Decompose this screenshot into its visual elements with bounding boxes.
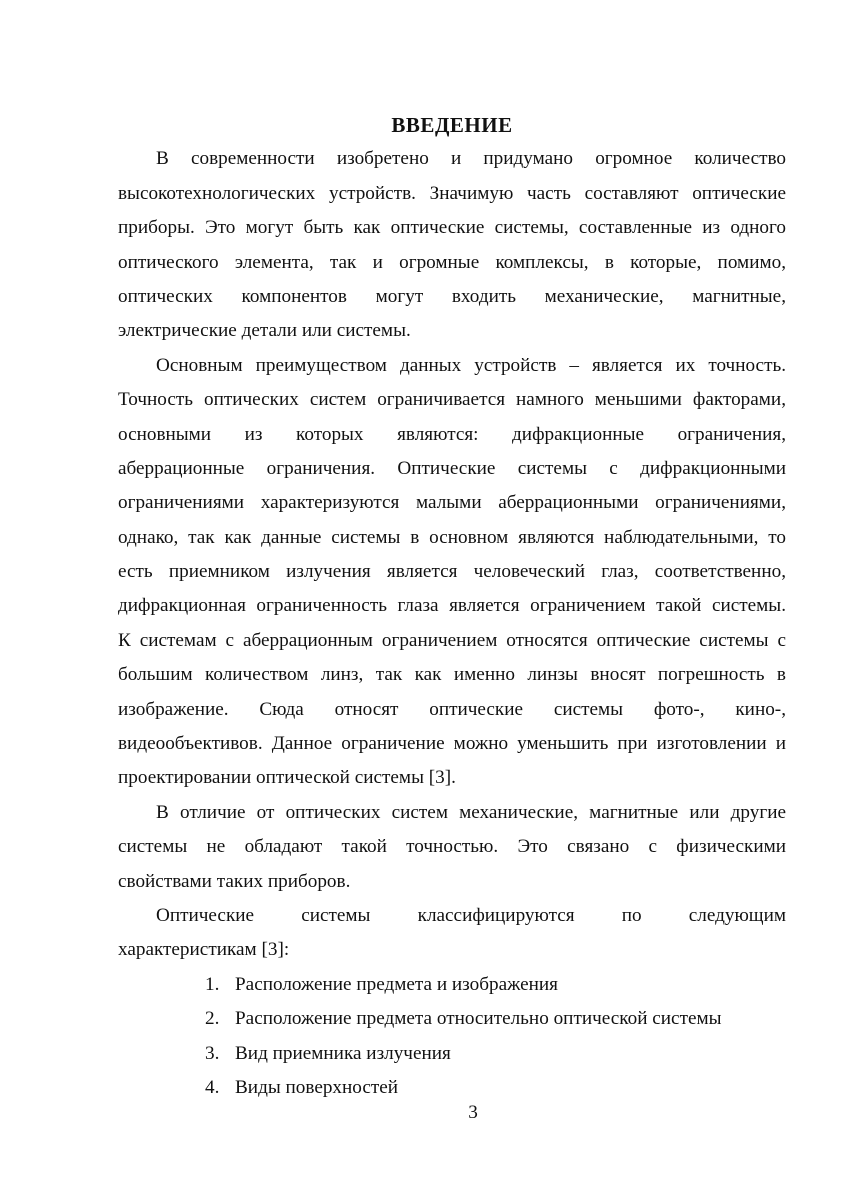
list-item-number: 4. [205,1076,220,1098]
text-line: большим количеством линз, так как именно линзы вносят погрешность в [118,664,786,686]
list-item-text: Расположение предмета относительно оптической системы [235,1008,722,1030]
paragraph [118,796,786,899]
section-title: ВВЕДЕНИЕ [391,113,513,137]
document-body [118,108,786,1105]
text-line: высокотехнологических устройств. Значимую часть составляют оптические [118,182,786,204]
list-item [118,1002,786,1036]
page-number: 3 [468,1102,478,1123]
list-item-text: Вид приемника излучения [235,1042,451,1064]
list-item-number: 3. [205,1042,220,1064]
text-line: основными из которых являются: дифракционные ограничения, [118,423,786,445]
paragraph [118,899,786,968]
text-line: ограничениями характеризуются малыми аберрационными ограничениями, [118,492,786,514]
text-line: дифракционная ограниченность глаза является ограничением такой системы. [118,595,786,617]
text-line: Основным преимуществом данных устройств – является их точность. [156,354,786,376]
classification-list [118,968,786,1106]
text-line: изображение. Сюда относят оптические системы фото-, кино-, [118,698,786,720]
list-item-number: 1. [205,973,220,995]
text-line: есть приемником излучения является человеческий глаз, соответственно, [118,561,786,583]
text-line: системы не обладают такой точностью. Это связано с физическими [118,836,786,858]
text-line: Оптические системы классифицируются по следующим [156,905,786,926]
text-line: однако, так как данные системы в основном являются наблюдательными, то [118,526,786,548]
text-line: оптического элемента, так и огромные комплексы, в которые, помимо, [118,251,786,273]
text-line: электрические детали или системы. [118,320,411,342]
text-line: В отличие от оптических систем механические, магнитные или другие [156,801,786,823]
text-line: характеристикам [3]: [118,939,290,961]
list-item-text: Виды поверхностей [235,1076,399,1098]
text-line: проектировании оптической системы [3]. [118,767,456,789]
text-line: В современности изобретено и придумано огромное количество [156,148,786,170]
text-line: К системам с аберрационным ограничением относятся оптические системы с [118,629,786,651]
text-line: Точность оптических систем ограничивается намного меньшими факторами, [118,389,786,411]
paragraphs-container [118,142,786,967]
text-line: оптических компонентов могут входить механические, магнитные, [118,285,786,307]
text-line: аберрационные ограничения. Оптические системы с дифракционными [118,457,786,479]
paragraph [118,349,786,796]
text-line: приборы. Это могут быть как оптические системы, составленные из одного [118,217,786,239]
list-item-text: Расположение предмета и изображения [235,973,559,995]
text-line: свойствами таких приборов. [118,870,351,892]
list-item [118,968,786,1002]
paragraph [118,142,786,348]
text-line: видеообъективов. Данное ограничение можно уменьшить при изготовлении и [118,733,786,755]
list-item [118,1037,786,1071]
list-item-number: 2. [205,1008,220,1030]
